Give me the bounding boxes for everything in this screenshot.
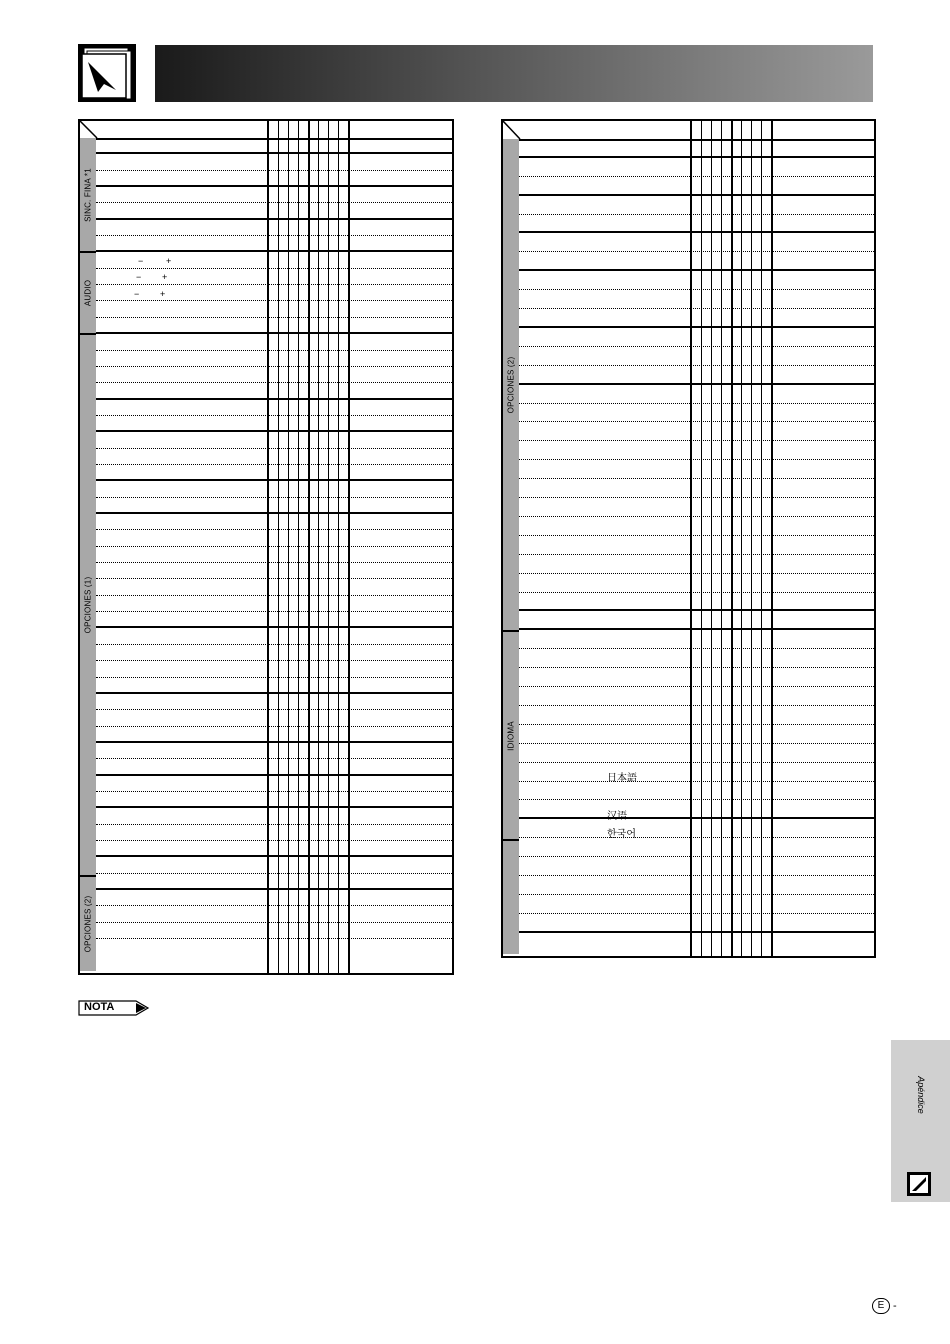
table-row <box>96 285 452 301</box>
table-row <box>96 563 452 579</box>
section-idioma <box>503 632 519 841</box>
section-label: AUDIO <box>83 279 93 307</box>
right-settings-table <box>501 119 876 958</box>
table-row <box>519 914 874 933</box>
table-row <box>96 432 452 448</box>
table-row <box>96 743 452 759</box>
table-row <box>519 328 874 347</box>
table-row <box>519 895 874 914</box>
table-row <box>96 678 452 694</box>
audio-plus: + <box>162 272 168 282</box>
table-row <box>519 838 874 857</box>
table-row <box>96 776 452 792</box>
table-row <box>96 841 452 857</box>
table-row <box>96 465 452 481</box>
language-korean: 한국어 <box>607 829 636 840</box>
table-row <box>96 923 452 939</box>
section-sinc-fina <box>80 138 96 253</box>
table-row <box>96 334 452 350</box>
table-row <box>519 706 874 725</box>
table-row <box>96 481 452 497</box>
table-row <box>96 906 452 922</box>
section-label: OPCIONES (1) <box>83 576 93 634</box>
table-row <box>519 441 874 460</box>
audio-minus: − <box>136 272 142 282</box>
table-row <box>96 579 452 595</box>
table-row <box>519 782 874 801</box>
nota-text: NOTA <box>84 1001 115 1013</box>
table-row <box>96 498 452 514</box>
table-row <box>519 630 874 649</box>
table-row <box>96 759 452 775</box>
table-row <box>519 857 874 876</box>
table-row <box>519 158 874 177</box>
table-row <box>96 890 452 906</box>
left-settings-table <box>78 119 454 975</box>
table-row <box>519 498 874 517</box>
table-row <box>519 687 874 706</box>
table-row <box>519 555 874 574</box>
page-number <box>872 1298 897 1314</box>
table-row <box>96 171 452 187</box>
audio-minus: − <box>134 289 140 299</box>
page-letter: E <box>872 1298 890 1314</box>
table-row <box>519 479 874 498</box>
table-row <box>96 236 452 252</box>
table-row <box>96 138 452 154</box>
header-title-bar <box>155 45 873 102</box>
table-row <box>519 234 874 253</box>
table-row <box>519 819 874 838</box>
table-row <box>519 404 874 423</box>
table-row <box>519 423 874 442</box>
table-row <box>96 629 452 645</box>
table-row <box>519 744 874 763</box>
table-row <box>519 801 874 820</box>
language-chinese: 汉语 <box>607 811 627 822</box>
table-row <box>519 649 874 668</box>
table-row <box>96 808 452 824</box>
table-row <box>519 574 874 593</box>
table-row <box>96 694 452 710</box>
table-row <box>519 725 874 744</box>
side-tab-label: Apéndice <box>915 1076 926 1114</box>
table-row <box>96 351 452 367</box>
table-row <box>519 177 874 196</box>
table-row <box>96 645 452 661</box>
table-row <box>519 215 874 234</box>
section-opciones-2 <box>80 877 96 971</box>
table-row <box>96 874 452 890</box>
table-row <box>96 792 452 808</box>
table-row <box>519 593 874 612</box>
section-label: SINC. FINA *1 <box>83 167 93 222</box>
section-unlabeled <box>503 841 519 954</box>
section-label: IDIOMA <box>506 720 516 751</box>
section-opciones-2 <box>503 139 519 632</box>
table-row <box>96 269 452 285</box>
table-row <box>519 536 874 555</box>
table-row <box>96 661 452 677</box>
table-row <box>519 460 874 479</box>
table-row <box>96 857 452 873</box>
table-row <box>96 154 452 170</box>
section-logo-icon <box>78 44 136 102</box>
appendix-icon <box>907 1172 931 1196</box>
table-row <box>519 252 874 271</box>
table-row <box>519 612 874 631</box>
table-row <box>96 596 452 612</box>
table-row <box>519 517 874 536</box>
table-row <box>96 710 452 726</box>
section-audio <box>80 253 96 335</box>
table-row <box>519 290 874 309</box>
table-row <box>96 400 452 416</box>
table-row <box>96 547 452 563</box>
table-row <box>519 309 874 328</box>
table-row <box>96 187 452 203</box>
section-label: OPCIONES (2) <box>83 895 93 953</box>
table-row <box>96 530 452 546</box>
table-row <box>96 302 452 318</box>
table-row <box>519 763 874 782</box>
table-row <box>96 416 452 432</box>
table-row <box>96 367 452 383</box>
table-row <box>96 252 452 268</box>
appendix-side-tab <box>891 1040 950 1202</box>
audio-plus: + <box>160 289 166 299</box>
table-row <box>519 668 874 687</box>
table-row <box>96 514 452 530</box>
table-row <box>519 385 874 404</box>
nota-label <box>78 1000 150 1016</box>
audio-minus: − <box>138 256 144 266</box>
table-row <box>519 876 874 895</box>
table-row <box>519 366 874 385</box>
table-row <box>519 196 874 215</box>
table-row <box>519 271 874 290</box>
page-suffix: - <box>893 1300 897 1312</box>
language-japanese: 日本語 <box>607 773 637 784</box>
table-row <box>519 347 874 366</box>
table-row <box>96 318 452 334</box>
audio-plus: + <box>166 256 172 266</box>
section-label: OPCIONES (2) <box>506 356 516 413</box>
table-row <box>96 203 452 219</box>
table-row <box>96 220 452 236</box>
table-row <box>96 825 452 841</box>
table-row <box>96 612 452 628</box>
table-row <box>96 449 452 465</box>
table-row <box>519 139 874 158</box>
section-opciones-1 <box>80 335 96 877</box>
table-row <box>96 727 452 743</box>
table-row <box>96 383 452 399</box>
